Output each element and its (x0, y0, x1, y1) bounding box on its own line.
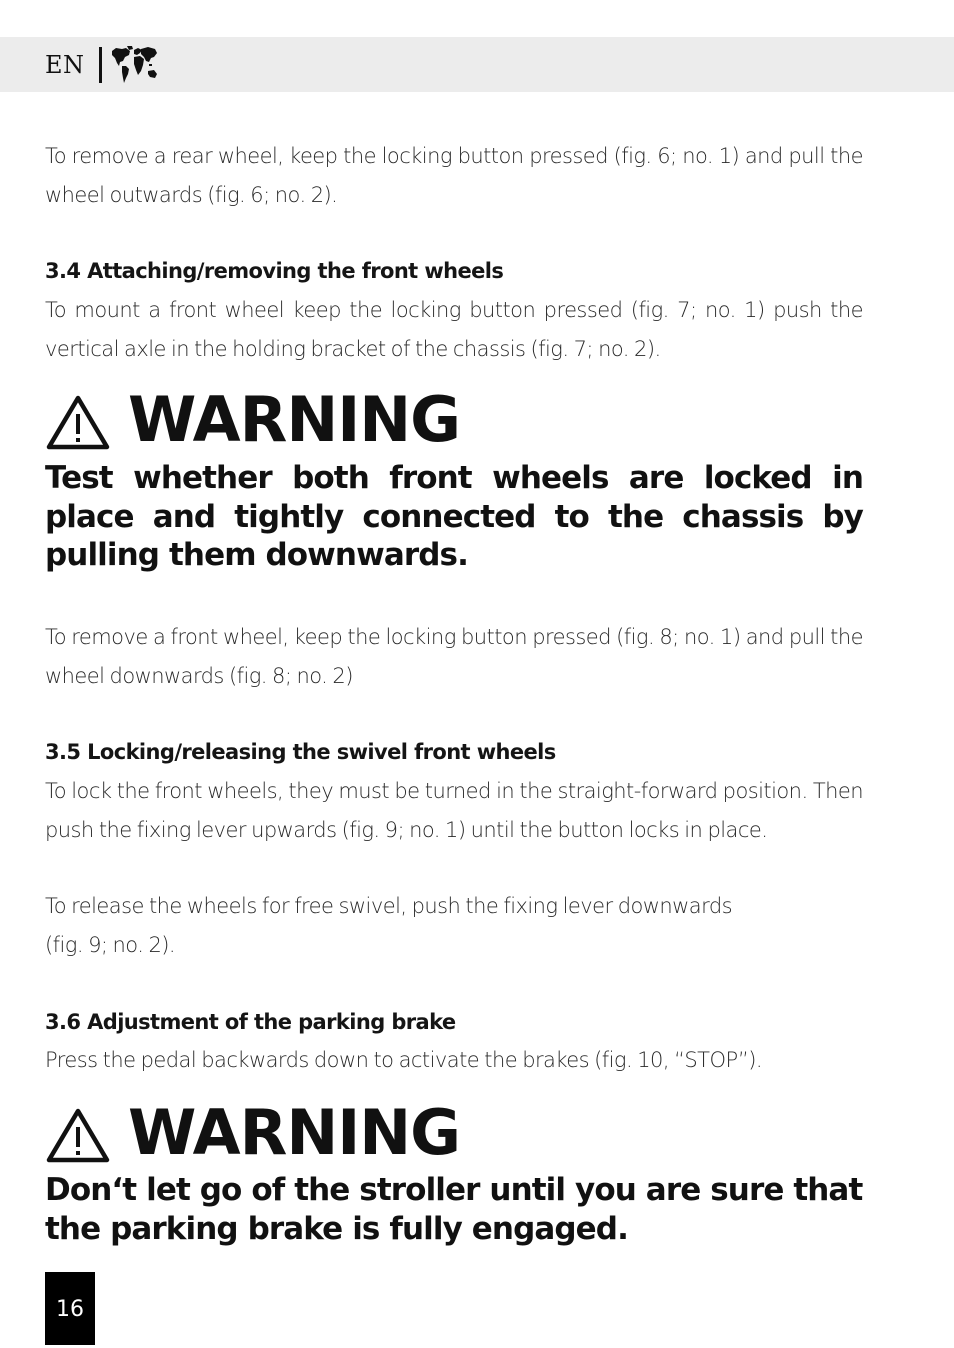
paragraph-front-wheel-removal: To remove a front wheel, keep the locking button pressed (fig. 8; no. 1) and pull the wheel downwards (fig. 8; no. 2) (45, 625, 863, 688)
warning-text-2: Don‘t let go of the stroller until you are sure that the parking brake is fully engaged. (45, 1172, 863, 1247)
paragraph-lock-front-wheels: To lock the front wheels, they must be turned in the straight-forward position. Then push the fixing lever upwards (fig. 9; no. 1) until the button locks in place. (45, 779, 863, 842)
world-map-icon (110, 45, 158, 85)
warning-header-1 (45, 383, 863, 464)
header-divider (99, 47, 102, 83)
heading-3-4: 3.4 Attaching/removing the front wheels (45, 259, 504, 283)
warning-title-2: WARNING (128, 1096, 461, 1169)
paragraph-release-wheels (45, 887, 863, 964)
language-label: EN (45, 51, 85, 79)
warning-triangle-icon (45, 394, 111, 452)
page-number: 16 (45, 1272, 95, 1345)
warning-header-2 (45, 1096, 863, 1177)
paragraph-parking-brake: Press the pedal backwards down to activate the brakes (fig. 10, “STOP”). (45, 1048, 763, 1072)
warning-title-1: WARNING (128, 383, 461, 456)
heading-3-5: 3.5 Locking/releasing the swivel front wheels (45, 740, 556, 764)
paragraph-release-line-2: (fig. 9; no. 2). (45, 932, 176, 957)
paragraph-front-wheel-mount: To mount a front wheel keep the locking button pressed (fig. 7; no. 1) push the vertical axle in the holding bracket of the chassis (fig. 7; no. 2). (45, 298, 863, 361)
warning-text-1: Test whether both front wheels are locked in place and tightly connected to the chassis by pulling them downwards. (45, 460, 863, 573)
heading-3-6: 3.6 Adjustment of the parking brake (45, 1010, 456, 1034)
paragraph-rear-wheel-removal: To remove a rear wheel, keep the locking button pressed (fig. 6; no. 1) and pull the wheel outwards (fig. 6; no. 2). (45, 144, 863, 207)
paragraph-release-line-1: To release the wheels for free swivel, push the fixing lever downwards (45, 894, 732, 918)
warning-triangle-icon (45, 1107, 111, 1165)
